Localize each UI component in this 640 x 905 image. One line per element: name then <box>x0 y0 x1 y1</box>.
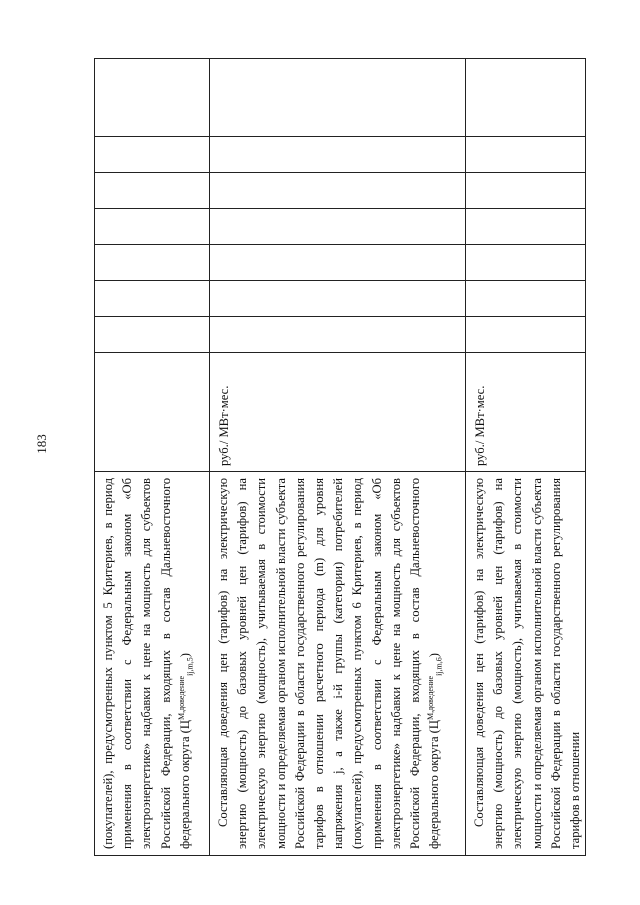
table-row <box>95 59 210 856</box>
description-cell <box>210 472 466 856</box>
tariff-components-table <box>94 58 586 856</box>
value-cell <box>95 173 210 209</box>
symbol-subscript: ij,m,6 <box>434 657 444 676</box>
value-cell <box>95 281 210 317</box>
row-b-description: Составляющая доведения цен (тарифов) на электрическую энергию (мощность) до базовых уровней цен (тарифов) на электрическую энергию (мощность), учитываемая в стоимости мощности и определяемая органом исполнительной власти субъекта Российской Федерации в области государственного регулирования тарифов в отношении расчетного периода (m) для уровня напряжения j, а также i-й группы (категории) потребителей (покупателей), предусмотренных пунктом 6 Критериев, в период применения в соответствии с Федеральным законом «Об электроэнергетике» надбавки к цене на мощность для субъектов Российской Федерации, входящих в состав Дальневосточного федерального округа (Ц <box>216 478 442 849</box>
value-cell <box>210 59 466 137</box>
description-cell <box>95 472 210 856</box>
value-cell <box>95 59 210 137</box>
symbol-subscript: ij,m,5 <box>185 657 195 676</box>
value-cell <box>466 173 586 209</box>
value-cell <box>466 317 586 353</box>
value-cell <box>210 317 466 353</box>
table-row <box>466 59 586 856</box>
value-cell <box>466 59 586 137</box>
table-row <box>210 59 466 856</box>
value-cell <box>210 137 466 173</box>
row-a-description: (покупателей), предусмотренных пунктом 5 Критериев, в период применения в соответствии с Федеральным законом «Об электроэнергетике» надбавки к цене на мощность для субъектов Российской Федерации, входящих в состав Дальневосточного федерального округа (Ц <box>101 478 192 849</box>
value-cell <box>95 245 210 281</box>
unit-cell <box>466 353 586 472</box>
row-c-description: Составляющая доведения цен (тарифов) на электрическую энергию (мощность) до базовых уровней цен (тарифов) на электрическую энергию (мощность), учитываемая в стоимости мощности и определяемая органом исполнительной власти субъекта Российской Федерации в области государственного регулирования тарифов в отношении <box>472 478 583 849</box>
value-cell <box>210 173 466 209</box>
symbol-close: ) <box>427 653 442 658</box>
unit-label: руб./ МВт·мес. <box>473 385 487 466</box>
price-symbol <box>176 657 195 721</box>
page-number: 183 <box>34 434 49 454</box>
value-cell <box>466 245 586 281</box>
value-cell <box>210 281 466 317</box>
price-symbol <box>426 657 444 721</box>
value-cell <box>95 209 210 245</box>
value-cell <box>466 137 586 173</box>
value-cell <box>95 137 210 173</box>
symbol-superscript: М,доведение <box>176 675 186 721</box>
value-cell <box>466 281 586 317</box>
value-cell <box>95 317 210 353</box>
symbol-close: ) <box>177 653 192 658</box>
value-cell <box>466 209 586 245</box>
unit-cell <box>95 353 210 472</box>
description-cell <box>466 472 586 856</box>
symbol-superscript: М,доведение <box>426 675 436 721</box>
unit-label: руб./ МВт·мес. <box>217 385 231 466</box>
unit-cell <box>210 353 466 472</box>
rotated-table-container <box>94 59 585 856</box>
value-cell <box>210 209 466 245</box>
value-cell <box>210 245 466 281</box>
